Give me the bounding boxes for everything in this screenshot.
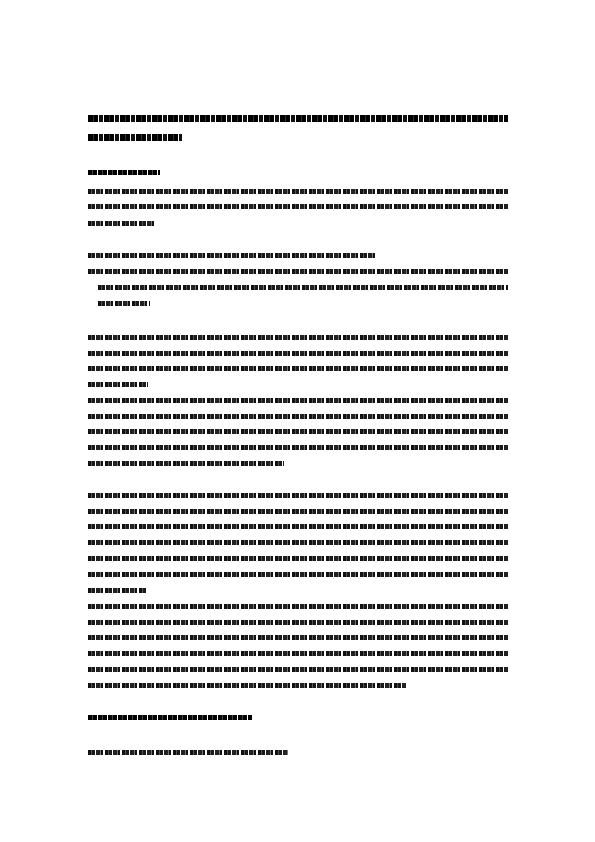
list-item-line (88, 269, 508, 274)
list-item-line (98, 285, 508, 290)
text-line (88, 189, 508, 194)
text-line (88, 493, 508, 498)
text-line (88, 221, 156, 226)
text-line (88, 351, 508, 356)
list-item-line (98, 301, 150, 306)
text-line (88, 651, 508, 656)
text-line (88, 635, 508, 640)
section-heading (88, 715, 252, 720)
text-line (88, 335, 508, 340)
text-line (88, 524, 508, 529)
text-line (88, 750, 288, 755)
text-line (88, 509, 508, 514)
text-line (88, 461, 284, 466)
text-line (88, 556, 508, 561)
text-line (88, 429, 508, 434)
text-line (88, 540, 508, 545)
text-line (88, 445, 508, 450)
text-line (88, 414, 508, 419)
text-line (88, 620, 508, 625)
text-line (88, 572, 508, 577)
text-line (88, 204, 508, 209)
text-line (88, 382, 148, 387)
text-line (88, 683, 406, 688)
text-line (88, 398, 508, 403)
text-line (88, 588, 146, 593)
document-title-line (88, 134, 182, 141)
document-title-line (88, 115, 508, 122)
list-item-line (88, 253, 376, 258)
text-line (88, 366, 508, 371)
section-heading (88, 170, 160, 175)
text-line (88, 667, 508, 672)
text-line (88, 604, 508, 609)
